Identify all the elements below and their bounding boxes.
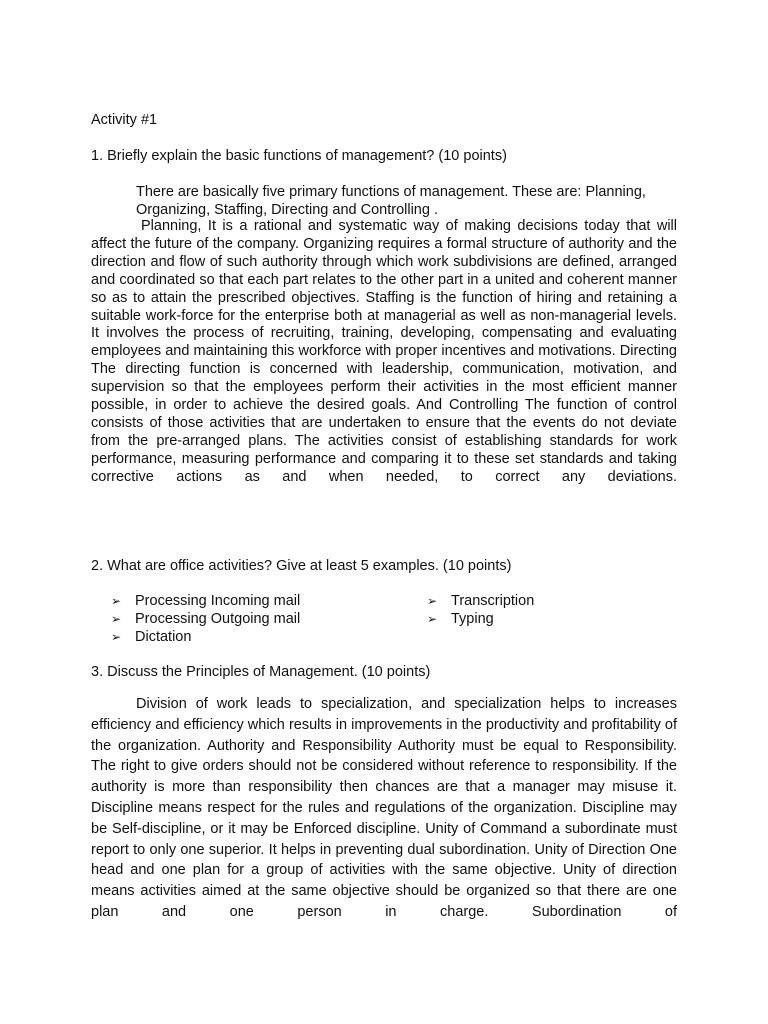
list-item [111,592,300,610]
list-item [427,592,534,610]
question-1-answer [91,218,677,487]
arrowhead-bullet-icon: ➢ [111,630,122,644]
arrowhead-bullet-icon: ➢ [111,612,122,626]
list-item [111,610,300,628]
intro-line-1: There are basically five primary functions of management. These are: Planning, [136,184,646,200]
arrowhead-bullet-icon: ➢ [427,594,438,608]
list-item-label: Processing Outgoing mail [135,611,301,627]
arrowhead-bullet-icon: ➢ [111,594,122,608]
question-2-title: 2. What are office activities? Give at least 5 examples. (10 points) [91,558,512,574]
list-item-label: Typing [451,611,494,627]
list-item-label: Dictation [135,629,192,645]
question-3-title: 3. Discuss the Principles of Management. (10 points) [91,664,431,680]
arrowhead-bullet-icon: ➢ [427,612,438,626]
question-1-intro [136,183,681,219]
list-item [111,628,191,646]
activity-heading: Activity #1 [91,112,158,128]
question-3-answer [91,694,677,923]
list-item-label: Transcription [451,593,535,609]
question-1-title: 1. Briefly explain the basic functions of management? (10 points) [91,148,507,164]
list-item [427,610,494,628]
list-item-label: Processing Incoming mail [135,593,301,609]
question-3-answer-text: Division of work leads to specialization, and specialization helps to increases efficiency and efficiency which results in improvements in the productivity and profitability of the organization. Authority and Responsibility Authority must be equal to Responsibility. The right to give orders should not be considered without reference to responsibility. If the authority is more than responsibility then chances are that a manager may misuse it. Discipline means respect for the rules and regulations of the organization. Discipline may be Self-discipline, or it may be Enforced discipline. Unity of Command a subordinate must report to only one superior. It helps in preventing dual subordination. Unity of Direction One head and one plan for a group of activities with the same objective. Unity of direction means activities aimed at the same objective should be organized so that there are one plan and one person in charge. Subordination of [91,696,677,920]
question-1-answer-text: Planning, It is a rational and systematic way of making decisions today that will affect the future of the company. Organizing requires a formal structure of authority and the direction and flow of such authority through which work subdivisions are defined, arranged and coordinated so that each part relates to the other part in a united and coherent manner so as to attain the prescribed objectives. Staffing is the function of hiring and retaining a suitable work-force for the enterprise both at managerial as well as non-managerial levels. It involves the process of recruiting, training, developing, compensating and evaluating employees and maintaining this workforce with proper incentives and motivations. Directing The directing function is concerned with leadership, communication, motivation, and supervision so that the employees perform their activities in the most efficient manner possible, in order to achieve the desired goals. And Controlling The function of control consists of those activities that are undertaken to ensure that the events do not deviate from the pre-arranged plans. The activities consist of establishing standards for work performance, measuring performance and comparing it to these set standards and taking corrective actions as and when needed, to correct any deviations. [91,218,677,485]
intro-line-2: Organizing, Staffing, Directing and Controlling . [136,202,438,218]
